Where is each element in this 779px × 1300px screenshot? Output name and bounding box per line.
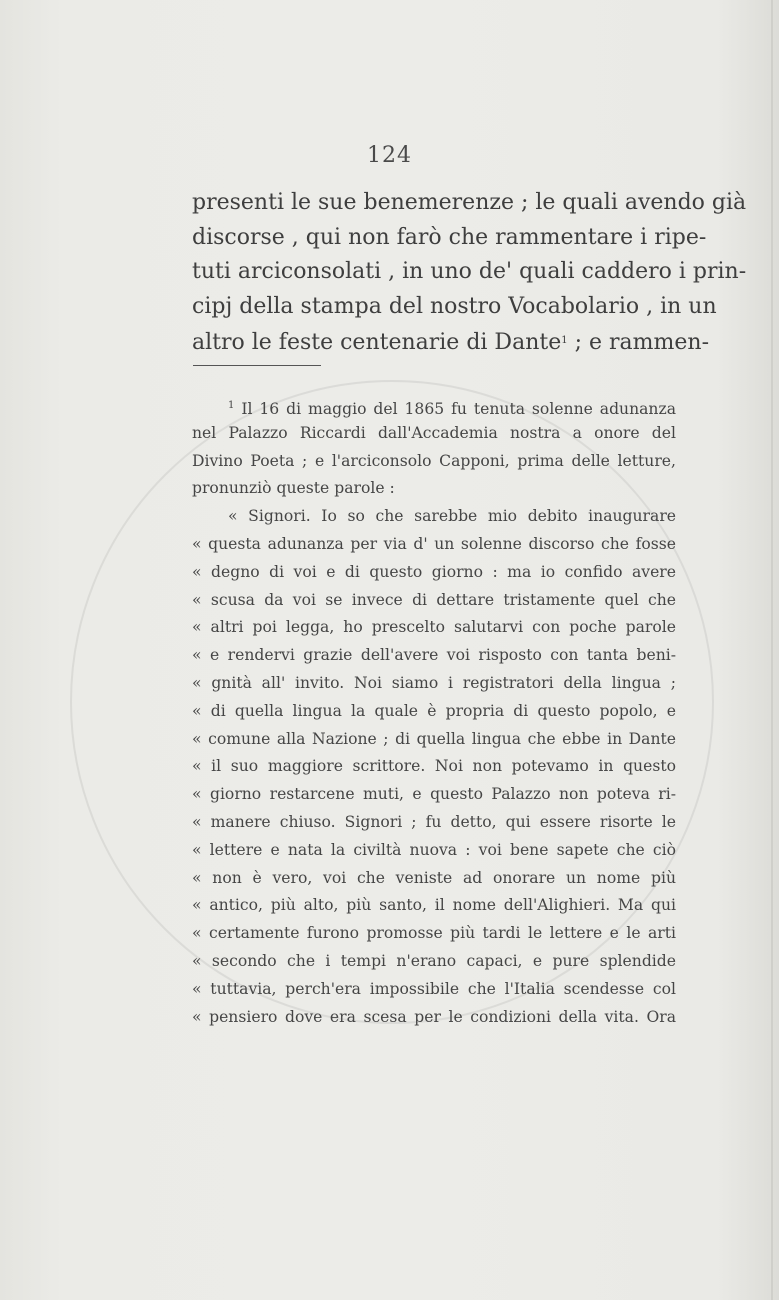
quote-line: « di quella lingua la quale è propria di questo popolo, e: [192, 701, 676, 720]
footnote-marker: 1: [228, 400, 235, 411]
main-text-fragment: altro le feste centenarie di Dante: [192, 330, 562, 355]
quote-line: « pensiero dove era scesa per le condizioni della vita. Ora: [192, 1007, 676, 1026]
quote-line: « degno di voi e di questo giorno : ma io confido avere: [192, 562, 676, 581]
quote-line: « questa adunanza per via d' un solenne discorso che fosse: [192, 534, 676, 553]
quote-line: « altri poi legga, ho prescelto salutarvi con poche parole: [192, 618, 676, 637]
page-number: 124: [367, 143, 412, 168]
quote-line: « giorno restarcene muti, e questo Palazzo non poteva ri-: [192, 785, 676, 804]
quote-line: « manere chiuso. Signori ; fu detto, qui essere risorte le: [192, 812, 676, 831]
footnote-line-text: Il 16 di maggio del 1865 fu tenuta solenne adunanza: [241, 400, 676, 418]
quote-line: « tuttavia, perch'era impossibile che l'Italia scendesse col: [192, 979, 676, 998]
main-text-line: cipj della stampa del nostro Vocabolario , in un: [192, 293, 717, 319]
footnote-line: nel Palazzo Riccardi dall'Accademia nostra a onore del: [192, 423, 676, 442]
quote-line: « non è vero, voi che veniste ad onorare un nome più: [192, 868, 676, 887]
quote-line: « Signori. Io so che sarebbe mio debito inaugurare: [228, 507, 676, 526]
main-text-line: [192, 324, 710, 359]
main-text-fragment: ; e rammen-: [574, 330, 710, 355]
footnote-line: [192, 392, 676, 420]
footnote-block: [192, 392, 676, 1031]
quote-line: « scusa da voi se invece di dettare tristamente quel che: [192, 590, 676, 609]
footnote-divider: [193, 365, 321, 366]
main-text-line: tuti arciconsolati , in uno de' quali caddero i prin-: [192, 259, 747, 284]
main-text-line: discorse , qui non farò che rammentare i ripe-: [192, 224, 707, 250]
quote-line: « lettere e nata la civiltà nuova : voi bene sapete che ciò: [192, 840, 676, 859]
quote-line: « comune alla Nazione ; di quella lingua che ebbe in Dante: [192, 729, 676, 748]
quote-line: « certamente furono promosse più tardi le lettere e le arti: [192, 924, 676, 943]
main-text-line: presenti le sue benemerenze ; le quali avendo già: [192, 190, 747, 215]
quote-line: « e rendervi grazie dell'avere voi risposto con tanta beni-: [192, 646, 676, 665]
footnote-line: Divino Poeta ; e l'arciconsolo Capponi, prima delle letture,: [192, 451, 676, 470]
page-edge: [771, 0, 773, 1300]
quote-line: « antico, più alto, più santo, il nome dell'Alighieri. Ma qui: [192, 896, 676, 915]
quote-line: « gnità all' invito. Noi siamo i registratori della lingua ;: [192, 673, 676, 692]
footnote-line: pronunziò queste parole :: [192, 479, 395, 498]
quote-line: « il suo maggiore scrittore. Noi non potevamo in questo: [192, 757, 676, 776]
footnote-reference: 1: [561, 335, 568, 346]
quote-line: « secondo che i tempi n'erano capaci, e pure splendide: [192, 951, 676, 970]
main-text-block: [192, 186, 747, 359]
